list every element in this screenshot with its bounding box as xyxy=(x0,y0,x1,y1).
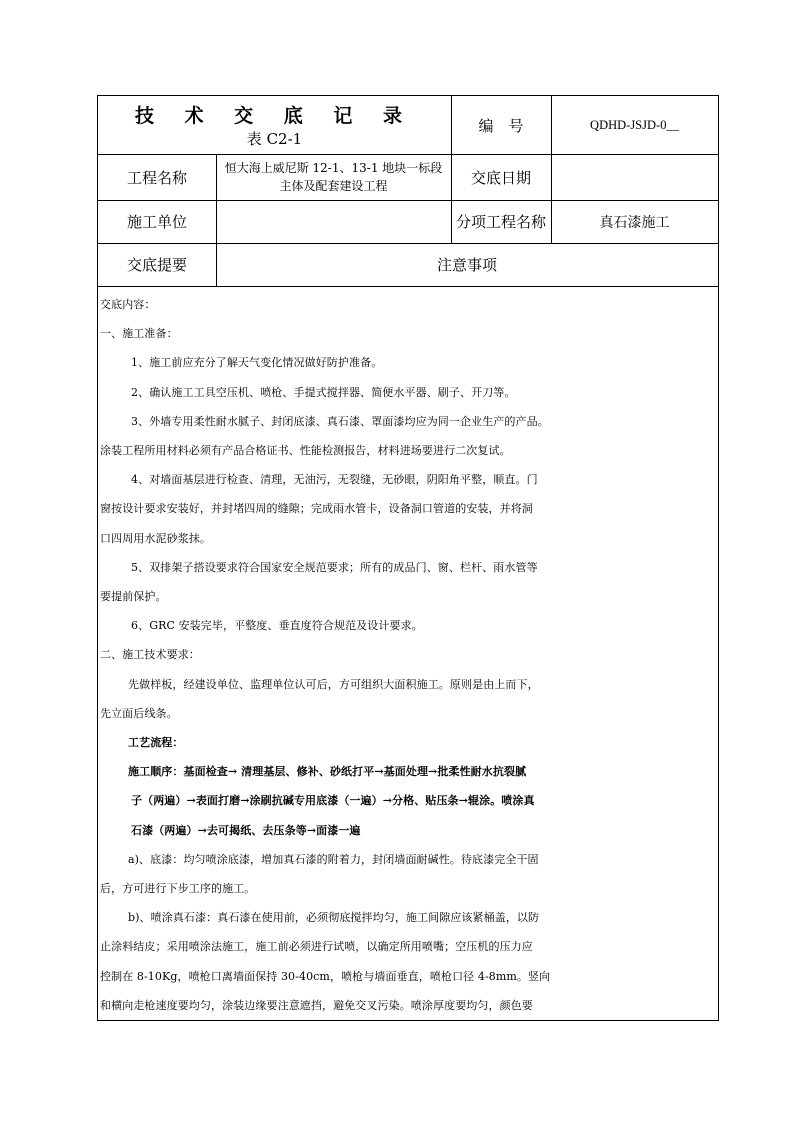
disclosure-content xyxy=(98,290,720,1020)
content-line: 口四周用水泥砂浆抹。 xyxy=(100,531,211,545)
content-line: 6、GRC 安装完毕，平整度、垂直度符合规范及设计要求。 xyxy=(131,619,423,633)
content-line: 1、施工前应充分了解天气变化情况做好防护准备。 xyxy=(131,356,383,370)
form-number: 表 C2-1 xyxy=(246,130,303,148)
section-heading: 二、施工技术要求： xyxy=(100,648,200,662)
content-line: 止涂料结皮；采用喷涂法施工，施工前必须进行试喷，以确定所用喷嘴；空压机的压力应 xyxy=(100,940,533,954)
section-heading: 一、施工准备： xyxy=(100,327,178,341)
project-value-line-2: 主体及配套建设工程 xyxy=(279,179,388,193)
content-line: 4、对墙面基层进行检查、清理，无油污，无裂缝，无砂眼，阴阳角平整，顺直。门 xyxy=(131,473,538,487)
date-label: 交底日期 xyxy=(470,168,531,187)
project-label: 工程名称 xyxy=(126,168,187,187)
content-line: a)、底漆：均匀喷涂底漆，增加真石漆的附着力，封闭墙面耐碱性。待底漆完全干固 xyxy=(128,852,539,866)
unit-label: 施工单位 xyxy=(126,213,187,231)
date-value xyxy=(551,154,718,200)
content-line: 要提前保护。 xyxy=(100,590,167,604)
content-line: 控制在 8-10Kg，喷枪口离墙面保持 30-40cm，喷枪与墙面垂直，喷枪口径 4-8mm。竖向 xyxy=(100,969,551,983)
content-line: 涂装工程所用材料必须有产品合格证书、性能检测报告，材料进场要进行二次复试。 xyxy=(100,444,511,458)
row-divider xyxy=(98,286,718,287)
content-line: 2、确认施工工具空压机、喷枪、手提式搅拌器、简便水平器、刷子、开刀等。 xyxy=(131,385,516,399)
summary-value: 注意事项 xyxy=(436,256,497,274)
disclosure-form xyxy=(97,95,719,1021)
content-line: 后，方可进行下步工序的施工。 xyxy=(100,882,256,896)
content-line: 3、外墙专用柔性耐水腻子、封闭底漆、真石漆、罩面漆均应为同一企业生产的产品。 xyxy=(131,414,549,428)
form-title: 技 术 交 底 记 录 xyxy=(134,105,415,127)
unit-value xyxy=(216,200,451,243)
content-line: 窗按设计要求安装好，并封堵四周的缝隙；完成雨水管卡，设备洞口管道的安装，并将洞 xyxy=(100,502,533,516)
content-line: 先做样板，经建设单位、监理单位认可后，方可组织大面积施工。原则是由上而下， xyxy=(128,677,539,691)
code-value: QDHD-JSJD-0__ xyxy=(590,117,679,132)
project-value xyxy=(216,154,451,200)
content-line: b)、喷涂真石漆：真石漆在使用前，必须彻底搅拌均匀，施工间隙应该紧桶盖，以防 xyxy=(128,911,540,925)
header-title-cell xyxy=(98,96,451,154)
process-line: 子（两遍）→表面打磨→涂刷抗碱专用底漆（一遍）→分格、贴压条→辊涂。喷涂真 xyxy=(131,794,535,808)
content-line: 和横向走枪速度要均匀，涂装边缘要注意遮挡，避免交叉污染。喷涂厚度要均匀，颜色要 xyxy=(100,998,533,1012)
content-line: 先立面后线条。 xyxy=(100,706,178,720)
code-label: 编 号 xyxy=(478,116,524,135)
process-line: 石漆（两遍）→去可揭纸、去压条等→面漆一遍 xyxy=(131,823,361,837)
sub-project-value: 真石漆施工 xyxy=(599,214,670,231)
sub-project-label: 分项工程名称 xyxy=(455,213,546,231)
process-line: 施工顺序：基面检查→ 清理基层、修补、砂纸打平→基面处理→批柔性耐水抗裂腻 xyxy=(128,765,527,779)
project-value-line-1: 恒大海上威尼斯 12-1、13-1 地块一标段 xyxy=(224,161,443,175)
content-heading: 交底内容： xyxy=(100,298,156,311)
process-heading: 工艺流程： xyxy=(128,736,184,750)
summary-label: 交底提要 xyxy=(126,256,187,274)
content-line: 5、双排架子搭设要求符合国家安全规范要求；所有的成品门、窗、栏杆、雨水管等 xyxy=(131,560,538,574)
